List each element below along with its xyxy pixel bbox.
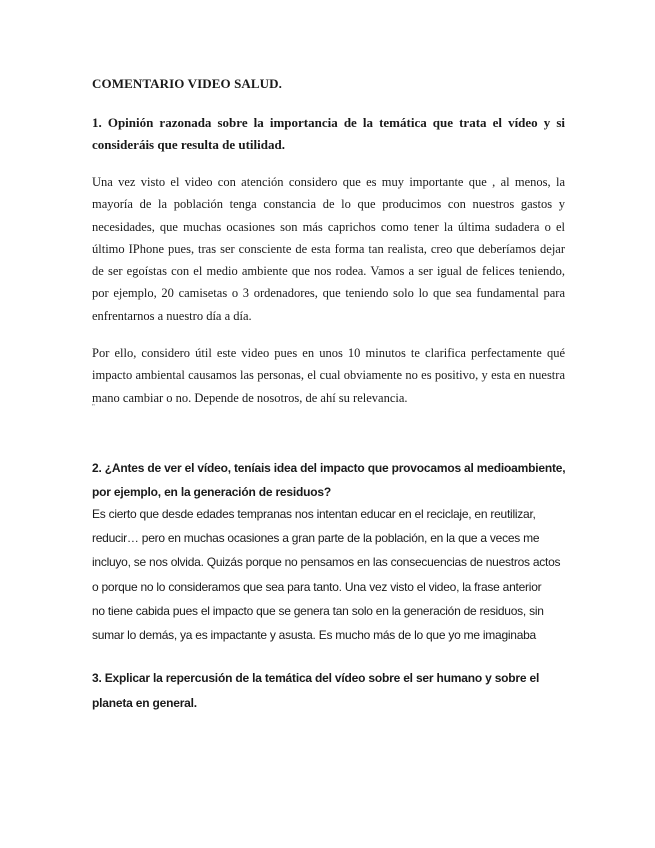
question-3-line: 3. Explicar la repercusión de la temática del vídeo sobre el ser humano y sobre el bbox=[92, 671, 540, 685]
stray-quote-mark: " bbox=[92, 403, 95, 411]
answer-1-paragraph-2: Por ello, considero útil este video pues en unos 10 minutos te clarifica perfectamente qué impacto ambiental causamos las personas, el cual obviamente no es positivo, y esta en nuestra mano cambiar o no. Depende de nosotros, de ahí su relevancia. bbox=[92, 346, 565, 405]
question-1-heading: 1. Opinión razonada sobre la importancia de la temática que trata el vídeo y si consideráis que resulta de utilidad. bbox=[92, 115, 565, 152]
answer-2-line: Es cierto que desde edades tempranas nos intentan educar en el reciclaje, en reutilizar, bbox=[92, 507, 536, 521]
document-title: COMENTARIO VIDEO SALUD. bbox=[92, 76, 282, 91]
question-2-line: por ejemplo, en la generación de residuos? bbox=[92, 485, 331, 499]
answer-2-line: reducir… pero en muchas ocasiones a gran parte de la población, en la que a veces me bbox=[92, 531, 540, 546]
answer-2-line: incluyo, se nos olvida. Quizás porque no pensamos en las consecuencias de nuestros actos bbox=[92, 555, 561, 570]
question-2-line: 2. ¿Antes de ver el vídeo, teníais idea del impacto que provocamos al medioambiente, bbox=[92, 461, 566, 475]
answer-2-line: o porque no lo consideramos que sea para tanto. Una vez visto el video, la frase anterior bbox=[92, 579, 542, 594]
answer-2-line: sumar lo demás, ya es impactante y asusta. Es mucho más de lo que yo me imaginaba bbox=[92, 628, 536, 643]
answer-2-line: no tiene cabida pues el impacto que se genera tan solo en la generación de residuos, sin bbox=[92, 603, 544, 618]
question-3-heading bbox=[92, 666, 562, 715]
answer-1-paragraph-1: Una vez visto el video con atención considero que es muy importante que , al menos, la mayoría de la población tenga constancia de lo que producimos con nuestros gastos y necesidades, que muchas ocasiones son más caprichos como tener la última sudadera o el último IPhone pues, tras ser consciente de esta forma tan realista, creo que deberíamos dejar de ser egoístas con el medio ambiente que nos rodea. Vamos a ser igual de felices teniendo, por ejemplo, 20 camisetas o 3 ordenadores, que teniendo solo lo que sea fundamental para enfrentarnos a nuestro día a día. bbox=[92, 175, 565, 323]
question-2-heading bbox=[92, 456, 572, 504]
answer-2-paragraph bbox=[92, 502, 570, 647]
question-3-line: planeta en general. bbox=[92, 695, 197, 710]
